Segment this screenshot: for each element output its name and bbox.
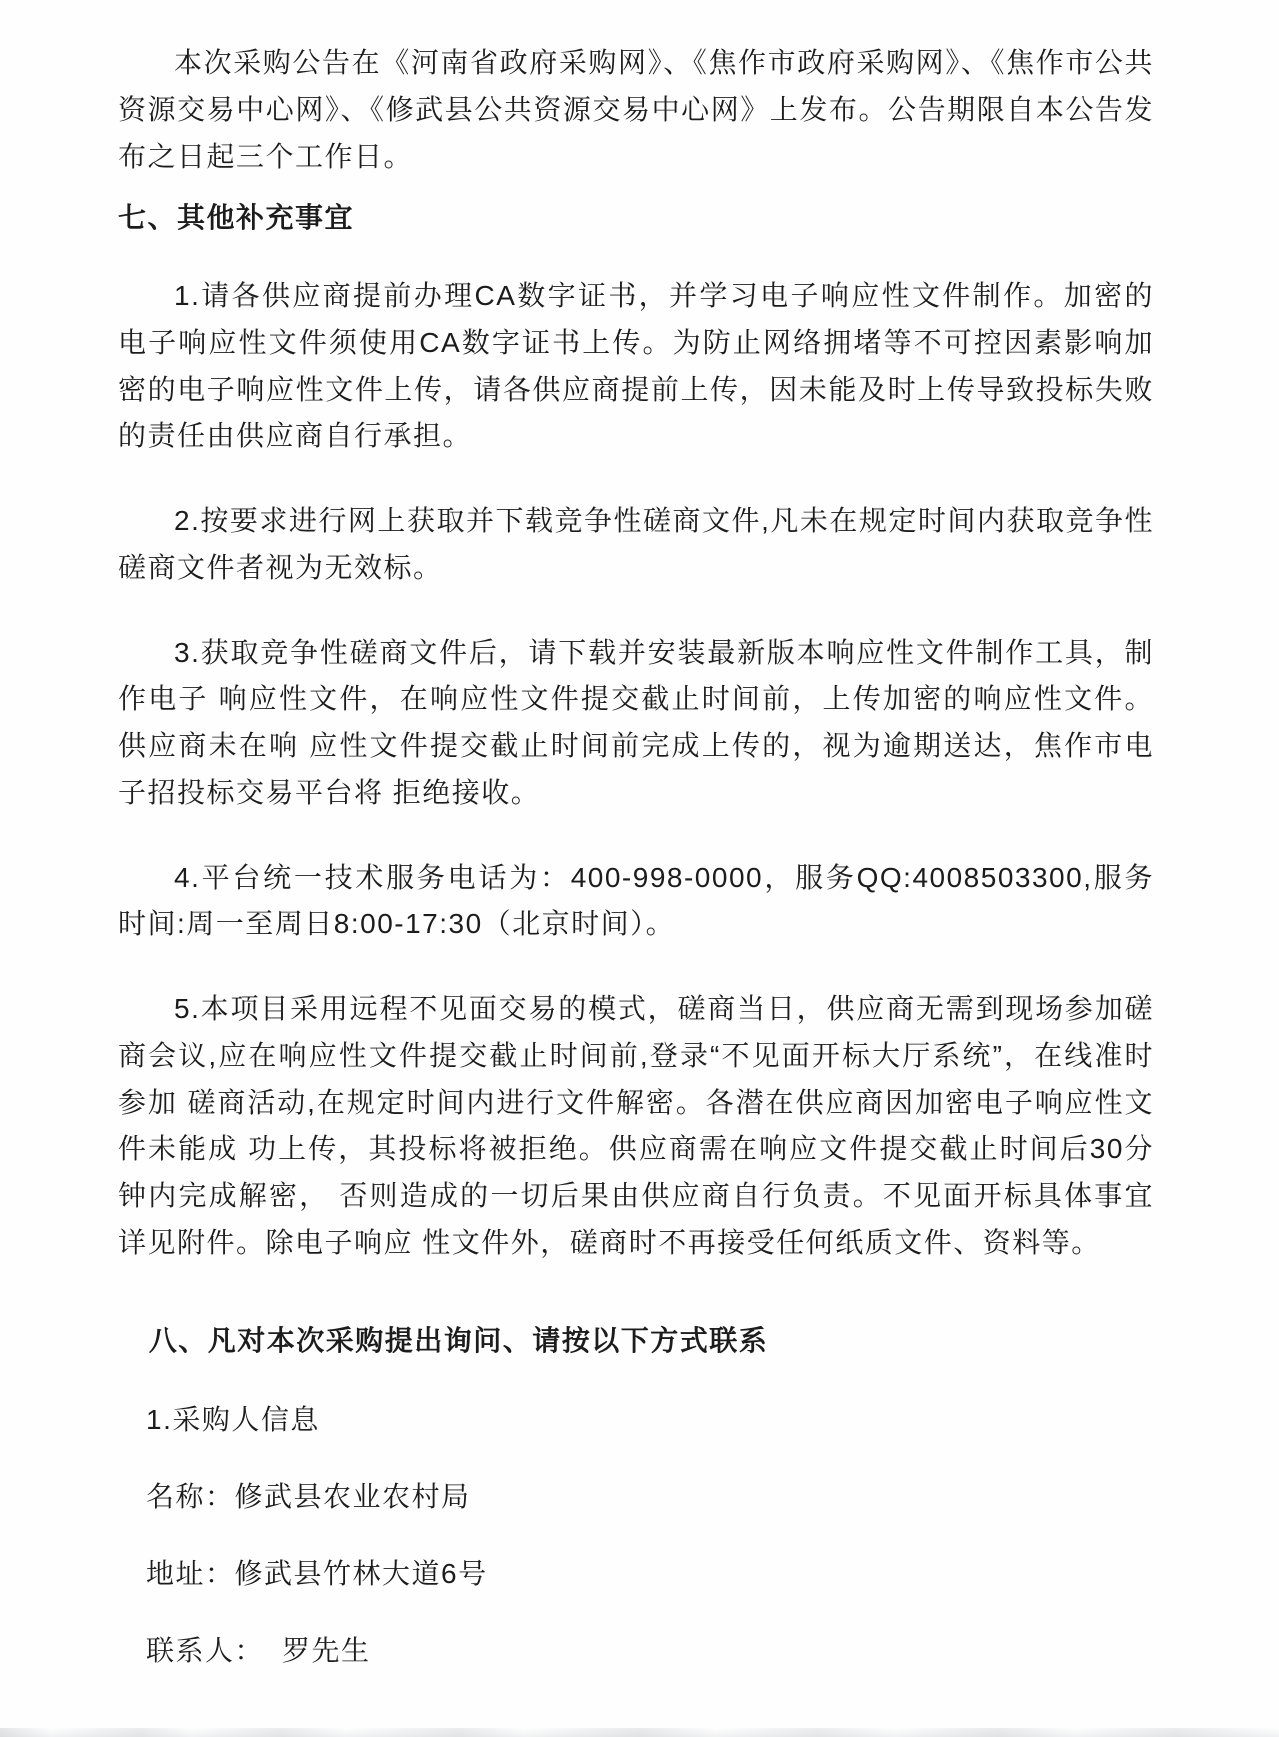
section-heading-8: 八、凡对本次采购提出询问、请按以下方式联系 — [148, 1324, 769, 1356]
supplement-item-3: 3.获取竞争性磋商文件后，请下载并安装最新版本响应性文件制作工具，制作电子 响应性文件，在响应性文件提交截止时间前，上传加密的响应性文件。供应商未在响 应性文件提交截止时间前完成上传的，视为逾期送达，焦作市电子招投标交易平台将 拒绝接收。 — [118, 636, 1154, 808]
purchaser-name-label: 名称： — [146, 1481, 235, 1513]
supplement-item-4: 4.平台统一技术服务电话为：400-998-0000，服务QQ:4008503300,服务时间:周一至周日8:00-17:30（北京时间）。 — [118, 861, 1154, 940]
supplement-item-5: 5.本项目采用远程不见面交易的模式，磋商当日，供应商无需到现场参加磋商会议,应在响应性文件提交截止时间前,登录“不见面开标大厅系统”，在线准时参加 磋商活动,在规定时间内进行文件解密。各潜在供应商因加密电子响应性文件未能成 功上传，其投标将被拒绝。供应商需在响应文件提交截止时间后30分钟内完成解密， 否则造成的一切后果由供应商自行负责。不见面开标具体事宜详见附件。除电子响应 性文件外，磋商时不再接受任何纸质文件、资料等。 — [118, 993, 1154, 1258]
section-heading-7: 七、其他补充事宜 — [118, 202, 355, 234]
purchaser-address-row — [118, 1551, 1154, 1598]
scan-page-bottom-edge — [0, 1728, 1279, 1737]
supplement-item-1: 1.请各供应商提前办理CA数字证书，并学习电子响应性文件制作。加密的电子响应性文件须使用CA数字证书上传。为防止网络拥堵等不可控因素影响加密的电子响应性文件上传，请各供应商提前上传，因未能及时上传导致投标失败的责任由供应商自行承担。 — [118, 280, 1154, 452]
document-content — [118, 40, 1154, 1674]
purchaser-name-row — [118, 1474, 1154, 1521]
purchaser-info-subheading: 1.采购人信息 — [146, 1404, 320, 1436]
purchaser-contact-label: 联系人： — [146, 1634, 265, 1666]
purchaser-contact-value: 罗先生 — [282, 1634, 371, 1666]
intro-paragraph: 本次采购公告在《河南省政府采购网》、《焦作市政府采购网》、《焦作市公共资源交易中心网》、《修武县公共资源交易中心网》上发布。公告期限自本公告发布之日起三个工作日。 — [118, 47, 1154, 172]
supplement-item-2: 2.按要求进行网上获取并下载竞争性磋商文件,凡未在规定时间内获取竞争性磋商文件者视为无效标。 — [118, 505, 1154, 583]
purchaser-address-label: 地址： — [146, 1557, 235, 1589]
purchaser-name-value: 修武县农业农村局 — [234, 1481, 471, 1513]
purchaser-address-value: 修武县竹林大道6号 — [234, 1557, 488, 1589]
purchaser-contact-row — [118, 1628, 1154, 1675]
